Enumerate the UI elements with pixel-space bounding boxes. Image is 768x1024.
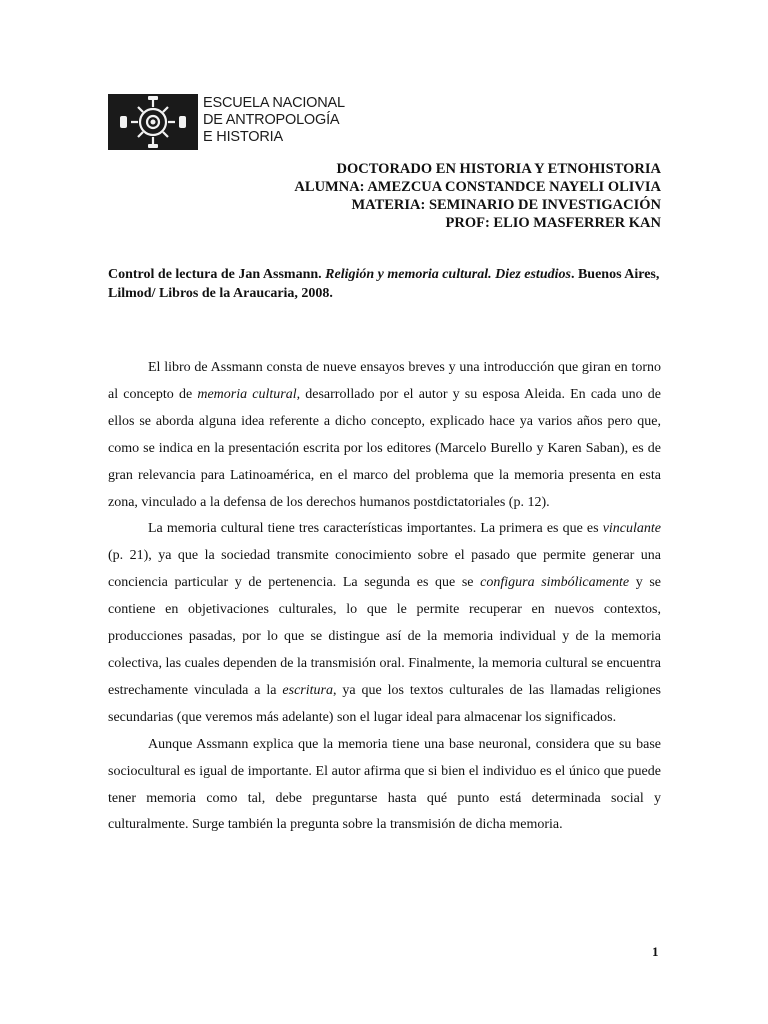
paragraph-2-emphasis-1: vinculante <box>602 521 661 537</box>
student-line: ALUMNA: AMEZCUA CONSTANDCE NAYELI OLIVIA <box>294 179 661 195</box>
paragraph-3: Aunque Assmann explica que la memoria tiene una base neuronal, considera que su base sociocultural es igual de importante. El autor afirma que si bien el individuo es el único que puede tener memoria como tal, debe preguntarse hasta qué punto está determinada social y culturalmente. Surge también la pregunta sobre la transmisión de dicha memoria. <box>108 736 661 833</box>
paragraph-2 <box>108 516 661 731</box>
logo <box>108 94 198 150</box>
paragraph-1-text-a: El libro de Assmann consta de nueve ensayos breves y una introducción que giran en torno al concepto de <box>108 360 661 402</box>
reference-prefix: Control de lectura de Jan Assmann. <box>108 267 326 282</box>
reference-book-title: Religión y memoria cultural. Diez estudios <box>325 267 571 282</box>
paragraph-2-text-d: , ya que los textos culturales de las llamadas religiones secundarias (que veremos más adelante) son el lugar ideal para almacenar los significados. <box>108 682 661 725</box>
professor-line: PROF: ELIO MASFERRER KAN <box>445 215 661 231</box>
institution-name-line3: E HISTORIA <box>203 129 283 145</box>
institution-name-line2: DE ANTROPOLOGÍA <box>203 112 340 128</box>
paragraph-2-text-b: (p. 21), ya que la sociedad transmite conocimiento sobre el pasado que permite generar una conciencia particular y de pertenencia. La segunda es que se <box>108 548 661 591</box>
institution-name <box>203 95 345 146</box>
paragraph-2-text-c: y se contiene en objetivaciones culturales, lo que le permite recuperar en nuevos contextos, producciones pasadas, por lo que se distingue así de la memoria individual y de la memoria colectiva, las cuales dependen de la transmisión oral. Finalmente, la memoria cultural se encuentra estrechamente vinculada a la <box>108 575 661 698</box>
institution-emblem-icon <box>108 94 198 150</box>
program-line: DOCTORADO EN HISTORIA Y ETNOHISTORIA <box>336 161 661 177</box>
paragraph-1-text-b: , desarrollado por el autor y su esposa Aleida. En cada uno de ellos se aborda alguna idea referente a dicho concepto, explicado hace ya varios años pero que, como se indica en la presentación escrita por los editores (Marcelo Burello y Karen Saban), es de gran relevancia para Latinoamérica, en el marco del problema que la memoria presenta en esta zona, vinculado a la defensa de los derechos humanos postdictatoriales (p. 12). <box>108 386 661 510</box>
paragraph-2-emphasis-3: escritura <box>282 682 333 698</box>
document-body <box>108 355 661 839</box>
paragraph-1 <box>108 355 661 516</box>
reference-suffix: . Buenos Aires, Lilmod/ Libros de la Araucaria, 2008. <box>108 267 660 301</box>
institution-name-line1: ESCUELA NACIONAL <box>203 95 345 111</box>
paragraph-2-emphasis-2: configura simbólicamente <box>480 575 630 591</box>
page-number: 1 <box>652 944 659 959</box>
document-header <box>294 160 661 232</box>
paragraph-2-text-a: La memoria cultural tiene tres características importantes. La primera es que es <box>148 521 603 537</box>
paragraph-1-emphasis: memoria cultural <box>197 386 297 402</box>
subject-line: MATERIA: SEMINARIO DE INVESTIGACIÓN <box>351 197 661 213</box>
reading-reference <box>108 265 660 303</box>
